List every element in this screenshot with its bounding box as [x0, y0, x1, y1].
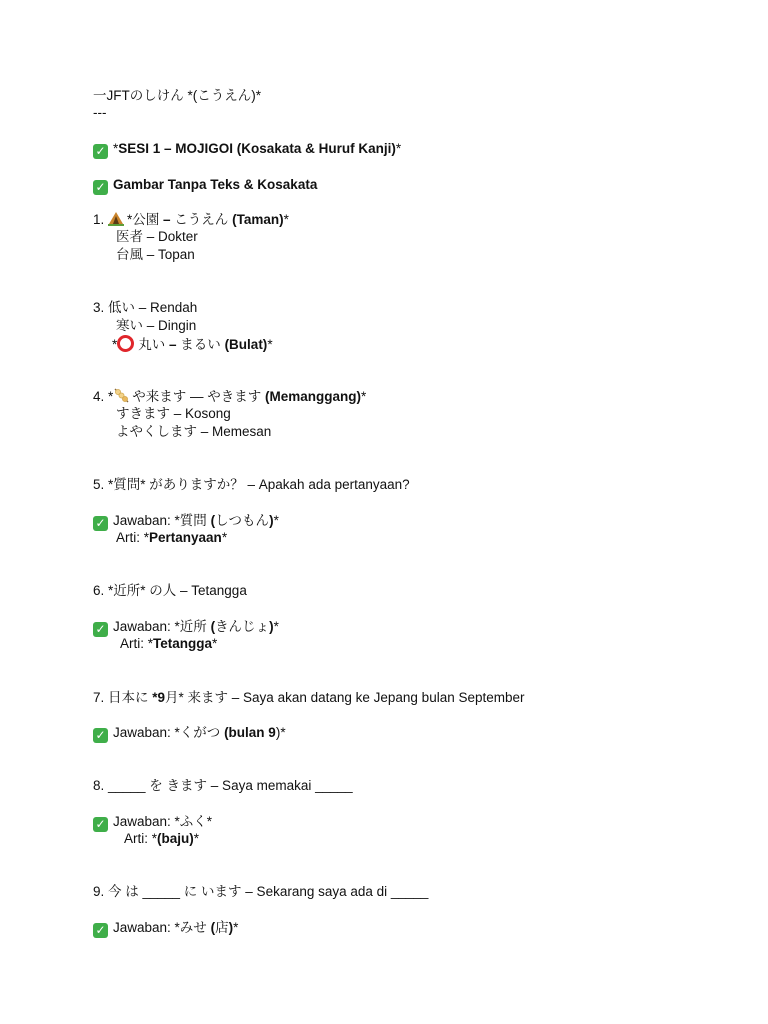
camping-icon [108, 211, 124, 226]
question-5-answer: ✓ Jawaban: *質問 (しつもん)* [93, 512, 279, 531]
question-1-option-2: 医者 – Dokter [116, 229, 198, 244]
question-8-answer: ✓ Jawaban: *ふく* [93, 813, 212, 832]
check-mark-icon: ✓ [93, 817, 108, 832]
question-1-option-3: 台風 – Topan [116, 247, 195, 262]
question-7-answer: ✓ Jawaban: *くがつ (bulan 9)* [93, 724, 286, 743]
check-mark-icon: ✓ [93, 144, 108, 159]
question-3: 3. 低い – Rendah [93, 300, 198, 315]
section-heading: ✓ Gambar Tanpa Teks & Kosakata [93, 176, 317, 195]
doc-title: 一JFTのしけん *(こうえん)* [93, 88, 261, 103]
check-mark-icon: ✓ [93, 516, 108, 531]
question-6-answer: ✓ Jawaban: *近所 (きんじょ)* [93, 618, 279, 637]
check-mark-icon: ✓ [93, 923, 108, 938]
question-3-option-2: 寒い – Dingin [116, 318, 197, 333]
question-5-meaning: Arti: *Pertanyaan* [116, 530, 228, 545]
red-circle-icon [117, 335, 134, 352]
skewer-icon [113, 388, 129, 403]
question-4-option-3: よやくします – Memesan [116, 424, 272, 439]
session-heading: ✓ *SESI 1 – MOJIGOI (Kosakata & Huruf Kanji)* [93, 140, 401, 159]
question-1: 1. *公園 – こうえん (Taman)* [93, 212, 289, 227]
separator: --- [93, 105, 107, 120]
check-mark-icon: ✓ [93, 180, 108, 195]
question-3-option-3: * 丸い – まるい (Bulat)* [112, 337, 273, 352]
question-8: 8. _____ を きます – Saya memakai _____ [93, 778, 353, 793]
question-8-meaning: Arti: *(baju)* [124, 831, 200, 846]
question-7: 7. 日本に *9月* 来ます – Saya akan datang ke Jepang bulan September [93, 690, 525, 705]
question-6-meaning: Arti: *Tetangga* [120, 636, 218, 651]
check-mark-icon: ✓ [93, 622, 108, 637]
question-9-answer: ✓ Jawaban: *みせ (店)* [93, 919, 238, 938]
check-mark-icon: ✓ [93, 728, 108, 743]
question-6: 6. *近所* の人 – Tetangga [93, 583, 247, 598]
question-4: 4. * や来ます ― やきます (Memanggang)* [93, 389, 367, 404]
question-4-option-2: すきます – Kosong [116, 406, 231, 421]
question-5: 5. *質問* がありますか？ – Apakah ada pertanyaan? [93, 477, 410, 492]
question-9: 9. 今 は _____ に います – Sekarang saya ada di _____ [93, 884, 429, 899]
